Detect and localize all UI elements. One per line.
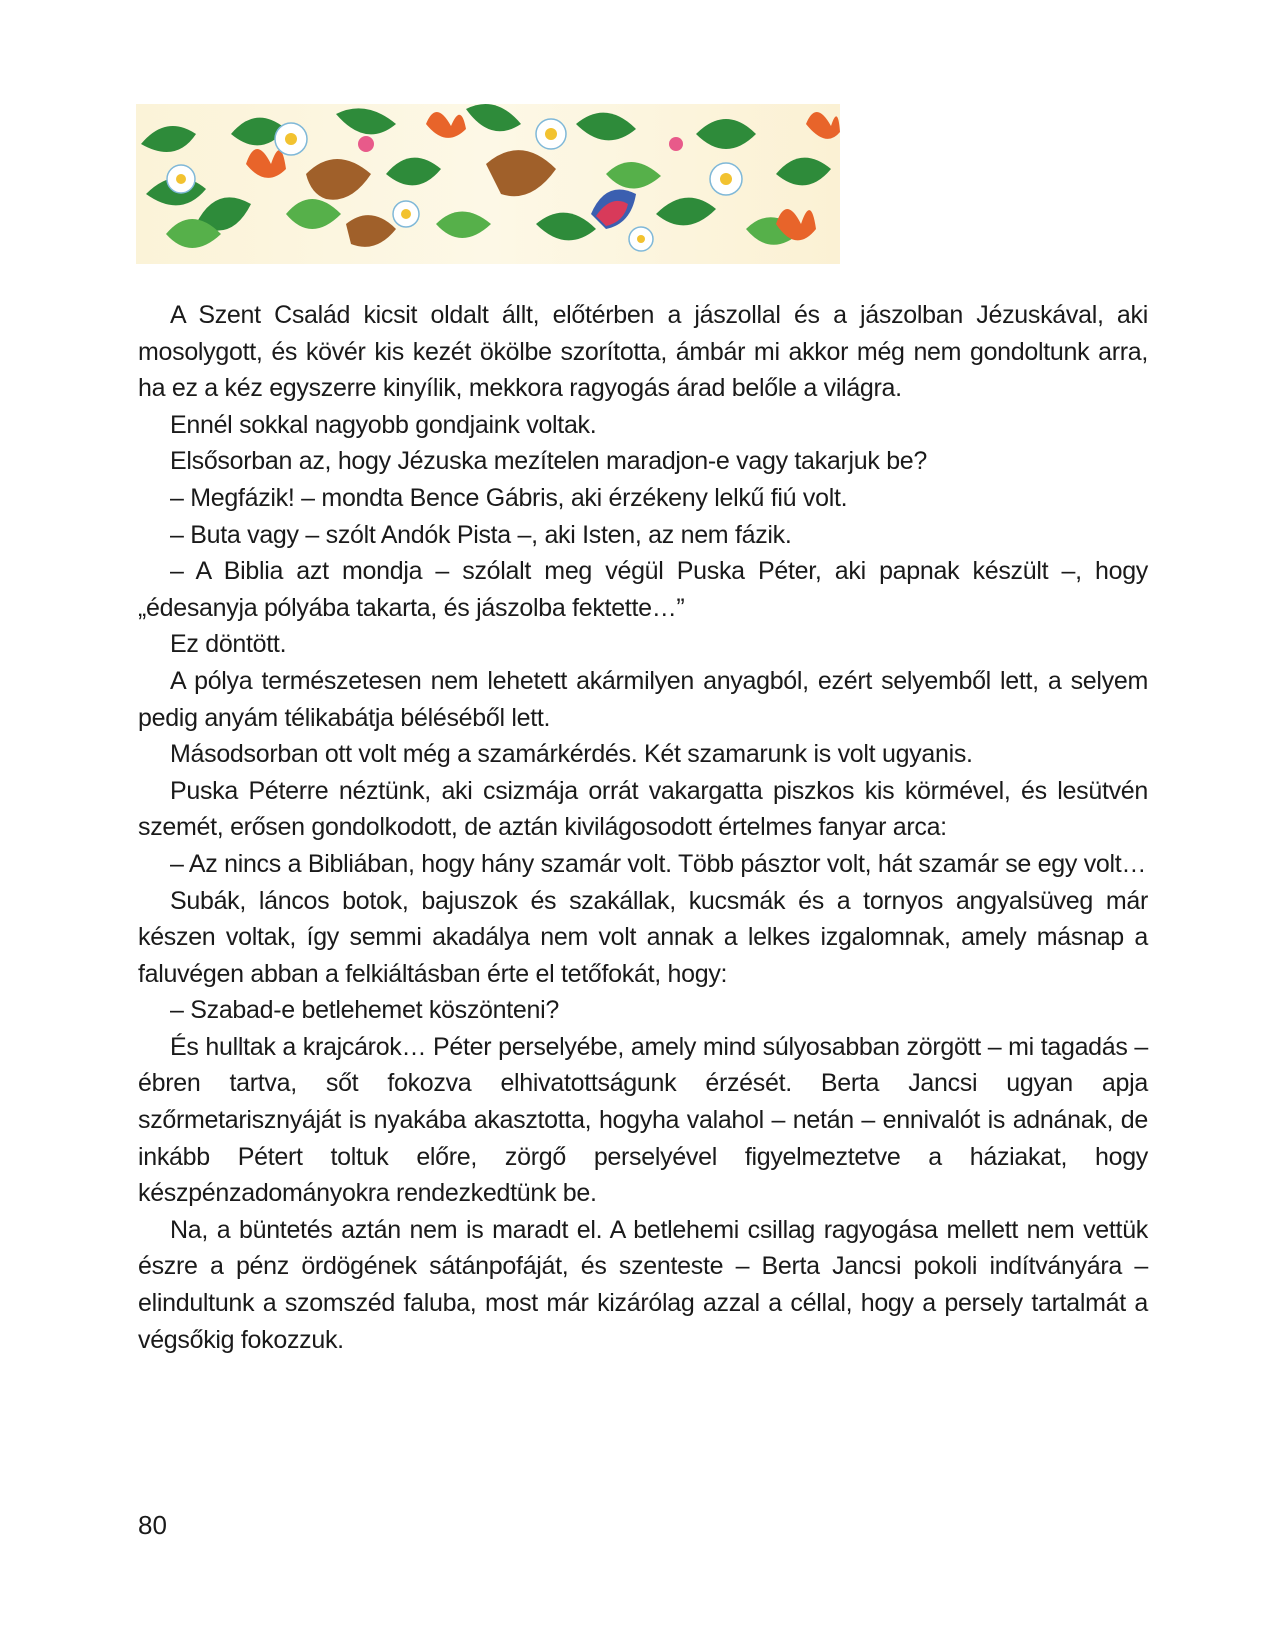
paragraph: Na, a büntetés aztán nem is maradt el. A betlehemi csillag ragyogása mellett nem vettük észre a pénz ördögének sátánpofáját, és szenteste – Berta Jancsi pokoli indítványára – elindultunk a szomszéd faluba, most már kizárólag azzal a céllal, hogy a persely tartalmát a végsőkig fokozzuk. [138,1215,1148,1354]
paragraph: Subák, láncos botok, bajuszok és szakállak, kucsmák és a tornyos angyalsüveg már készen voltak, így semmi akadálya nem volt annak a lelkes izgalomnak, amely másnap a faluvégen abban a felkiáltásban érte el tetőfokát, hogy: [138,886,1148,988]
paragraph: Ennél sokkal nagyobb gondjaink voltak. [170,410,597,439]
paragraph: És hulltak a krajcárok… Péter perselyébe, amely mind súlyosabban zörgött – mi tagadás – ébren tartva, sőt fokozva elhivatottságunk érzését. Berta Jancsi ugyan apja szőrmetarisznyáját is nyakába akasztotta, hogyha valahol – netán – ennivalót is adnának, de inkább Pétert toltuk előre, zörgő perselyével figyelmeztetve a háziakat, hogy készpénzadományokra rendezkedtünk be. [138,1032,1148,1208]
paragraph: Puska Péterre néztünk, aki csizmája orrát vakargatta piszkos kis körmével, és lesütvén szemét, erősen gondolkodott, de aztán kivilágosodott értelmes fanyar arca: [138,776,1148,842]
paragraph: Elsősorban az, hogy Jézuska mezítelen maradjon-e vagy takarjuk be? [170,447,928,476]
page-number: 80 [138,1510,167,1540]
body-text [138,297,1148,1358]
paragraph: – Szabad-e betlehemet köszönteni? [170,996,559,1025]
paragraph: – A Biblia azt mondja – szólalt meg végül Puska Péter, aki papnak készült –, hogy „édesanyja pólyába takarta, és jászolba fektette…” [138,557,1148,622]
paragraph: – Megfázik! – mondta Bence Gábris, aki érzékeny lelkű fiú volt. [170,483,848,512]
floral-banner [136,104,840,264]
paragraph: – Az nincs a Bibliában, hogy hány szamár volt. Több pásztor volt, hát szamár se egy volt… [170,849,1147,878]
paragraph: A Szent Család kicsit oldalt állt, előtérben a jászollal és a jászolban Jézuskával, aki mosolygott, és kövér kis kezét ökölbe szorította, ámbár mi akkor még nem gondoltunk arra, ha ez a kéz egyszerre kinyílik, mekkora ragyogás árad belőle a világra. [138,301,1148,403]
paragraph: – Buta vagy – szólt Andók Pista –, aki Isten, az nem fázik. [170,520,792,549]
paragraph: Másodsorban ott volt még a szamárkérdés. Két szamarunk is volt ugyanis. [170,740,973,769]
paragraph: Ez döntött. [170,630,287,659]
floral-ornament-illustration [136,104,840,264]
paragraph: A pólya természetesen nem lehetett akármilyen anyagból, ezért selyemből lett, a selyem pedig anyám télikabátja béléséből lett. [138,666,1148,732]
